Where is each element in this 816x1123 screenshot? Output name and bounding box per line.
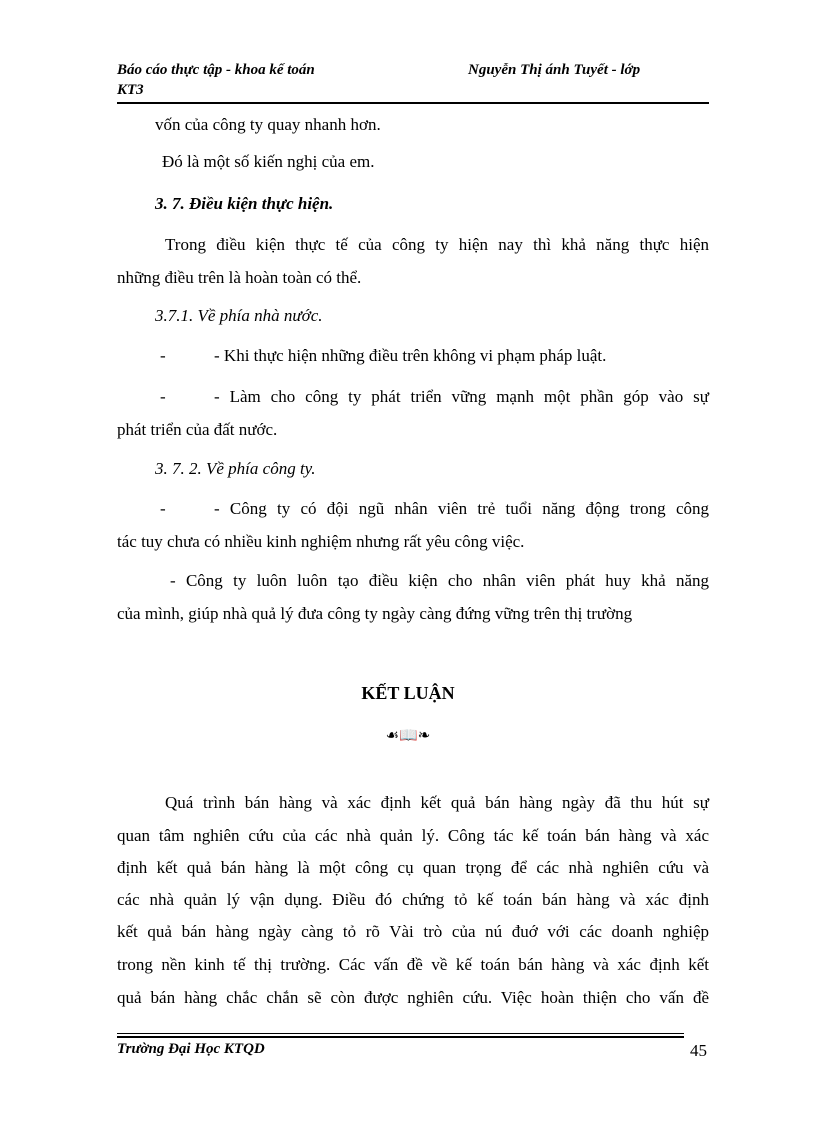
list-item: - Công ty có đội ngũ nhân viên trẻ tuổi năng động trong công: [214, 499, 709, 518]
list-item: - Làm cho công ty phát triển vững mạnh một phần góp vào sự: [214, 387, 709, 406]
header-left-line2: KT3: [117, 82, 144, 98]
text-line: Quá trình bán hàng và xác định kết quả bán hàng ngày đã thu hút sự: [165, 793, 709, 812]
section-heading: 3. 7. Điều kiện thực hiện.: [155, 194, 334, 213]
footer-rule: [117, 1033, 684, 1034]
list-dash: -: [160, 387, 166, 406]
text-line: Đó là một số kiến nghị của em.: [162, 152, 375, 171]
text-line: kết quả bán hàng ngày càng tỏ rõ Vài trò của nú đuớ với các doanh nghiệp: [117, 922, 709, 941]
list-dash: -: [160, 346, 166, 365]
footer-left: Trường Đại Học KTQD: [117, 1041, 265, 1057]
list-item: - Khi thực hiện những điều trên không vi phạm pháp luật.: [214, 346, 607, 365]
text-line: định kết quả bán hàng là một công cụ quan trọng để các nhà nghiên cứu và: [117, 858, 709, 877]
header-left: Báo cáo thực tập - khoa kế toán: [117, 62, 315, 78]
text-line: vốn của công ty quay nhanh hơn.: [155, 115, 381, 134]
text-line: - Công ty luôn luôn tạo điều kiện cho nhân viên phát huy khả năng: [170, 571, 709, 590]
footer-rule-double: [117, 1036, 684, 1038]
ornament-icon: ☙📖❧: [385, 728, 431, 744]
header-right: Nguyễn Thị ánh Tuyết - lớp: [468, 62, 641, 78]
subsection-heading: 3.7.1. Về phía nhà nước.: [155, 306, 323, 325]
subsection-heading: 3. 7. 2. Về phía công ty.: [155, 459, 316, 478]
text-line: những điều trên là hoàn toàn có thể.: [117, 268, 362, 287]
text-line: quan tâm nghiên cứu của các nhà quản lý. Công tác kế toán bán hàng và xác: [117, 826, 709, 845]
header-rule: [117, 102, 709, 104]
text-line: quả bán hàng chắc chắn sẽ còn được nghiên cứu. Việc hoàn thiện cho vấn đề: [117, 988, 709, 1007]
text-line: phát triển của đất nước.: [117, 420, 278, 439]
conclusion-title: KẾT LUẬN: [361, 683, 455, 703]
text-line: Trong điều kiện thực tế của công ty hiện nay thì khả năng thực hiện: [165, 235, 709, 254]
page-number: 45: [690, 1041, 707, 1060]
text-line: các nhà quản lý vận dụng. Điều đó chứng tỏ kế toán bán hàng và xác định: [117, 890, 709, 909]
list-dash: -: [160, 499, 166, 518]
text-line: của mình, giúp nhà quả lý đưa công ty ngày càng đứng vững trên thị trường: [117, 604, 633, 623]
text-line: trong nền kinh tế thị trường. Các vấn đề về kế toán bán hàng và xác định kết: [117, 955, 709, 974]
text-line: tác tuy chưa có nhiều kinh nghiệm nhưng rất yêu công việc.: [117, 532, 525, 551]
